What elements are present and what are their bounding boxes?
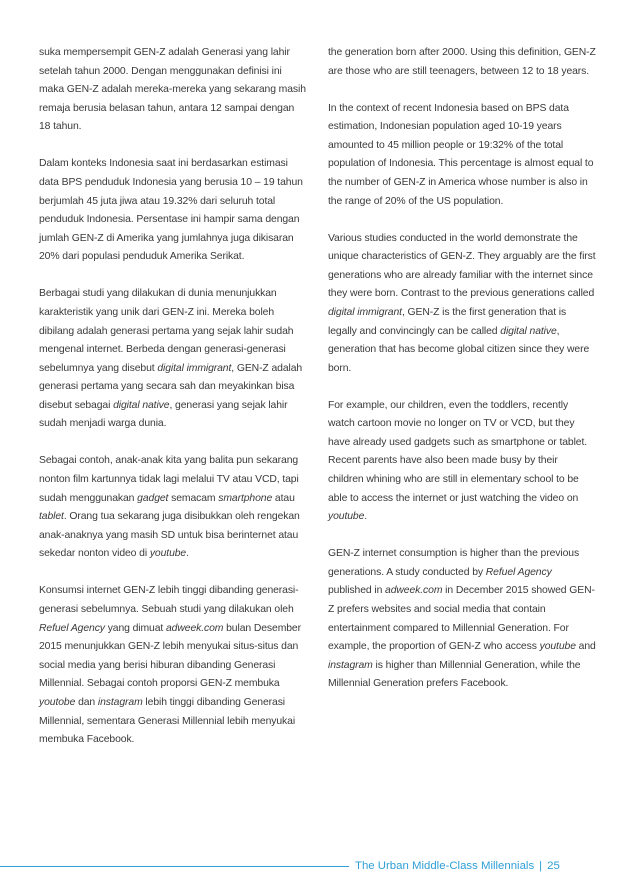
text-run: is higher than Millennial Generation, while the Millennial Generation prefers Facebook.: [328, 659, 581, 690]
text-run: Berbagai studi yang dilakukan di dunia menunjukkan karakteristik yang unik dari GEN-Z ini. Mereka boleh dibilang adalah generasi pertama yang sejak lahir sudah mengenal internet. Berbeda dengan generasi-generasi sebelumnya yang disebut: [39, 288, 294, 374]
italic-term: Refuel Agency: [485, 566, 552, 578]
italic-term: gadget: [137, 492, 169, 504]
text-run: suka mempersempit GEN-Z adalah Generasi yang lahir setelah tahun 2000. Dengan menggunakan definisi ini maka GEN-Z adalah mereka-mereka yang sekarang masih remaja berusia belasan tahun, antara 12 sampai dengan 18 tahun.: [39, 47, 306, 133]
text-run: in December 2015 showed GEN-Z prefers websites and social media that contain entertainment compared to Millennial Generation. For example, the proportion of GEN-Z who access: [328, 585, 595, 653]
text-run: and: [575, 641, 596, 653]
text-run: Sebagai contoh, anak-anak kita yang balita pun sekarang nonton film kartunnya tidak lagi melalui TV atau VCD, tapi sudah menggunakan: [39, 455, 299, 504]
italic-term: youtube: [539, 641, 576, 653]
indonesian-paragraph: [39, 44, 307, 137]
english-text-column: [328, 44, 596, 712]
text-run: published in: [328, 585, 386, 597]
footer-separator: |: [539, 860, 543, 872]
italic-term: tablet: [39, 511, 64, 523]
text-run: bulan Desember 2015 menunjukkan GEN-Z lebih menyukai situs-situs dan social media yang berisi hiburan dibanding Generasi Millennial. Sebagai contoh proporsi GEN-Z membuka: [39, 622, 301, 690]
italic-term: adweek.com: [385, 585, 443, 597]
italic-term: youtube: [328, 511, 365, 523]
indonesian-paragraph: [39, 285, 307, 434]
text-run: Various studies conducted in the world demonstrate the unique characteristics of GEN-Z. They arguably are the first generations who are already familiar with the internet since they were born. Contrast to the previous generations called: [328, 232, 596, 300]
italic-term: adweek.com: [166, 622, 224, 634]
italic-term: digital native: [500, 325, 557, 337]
italic-term: digital immigrant: [328, 306, 402, 318]
text-run: , GEN-Z is the first generation that is legally and convincingly can be called: [328, 306, 567, 337]
indonesian-paragraph: [39, 155, 307, 267]
text-run: .: [186, 548, 189, 560]
text-run: .: [364, 511, 368, 523]
text-run: . Orang tua sekarang juga disibukkan oleh rengekan anak-anaknya yang masih SD untuk bisa berinternet atau sekedar nonton video di: [39, 511, 300, 560]
text-run: Konsumsi internet GEN-Z lebih tinggi dibanding generasi-generasi sebelumnya. Sebuah studi yang dilakukan oleh: [39, 585, 299, 615]
english-paragraph: [328, 100, 596, 212]
italic-term: youtube: [149, 548, 187, 560]
english-paragraph: [328, 230, 596, 379]
italic-term: smartphone: [218, 492, 273, 504]
english-paragraph: [328, 545, 596, 694]
text-run: GEN-Z internet consumption is higher than the previous generations. A study conducted by: [328, 548, 580, 578]
indonesian-text-column: [39, 44, 307, 768]
text-run: , generasi yang sejak lahir sudah menjadi warga dunia.: [39, 399, 288, 430]
text-run: For example, our children, even the toddlers, recently watch cartoon movie no longer on TV or VCD, but they have already used gadgets such as smartphone or tablet. Recent parents have also been made busy by their children whining who are still in elementary school to be able to access the internet or just watching the video on: [328, 399, 588, 504]
page-footer: [355, 858, 560, 874]
text-run: , GEN-Z adalah generasi pertama yang secara sah dan meyakinkan bisa disebut sebagai: [39, 362, 303, 411]
text-run: atau: [272, 492, 295, 504]
text-run: the generation born after 2000. Using this definition, GEN-Z are those who are still teenagers, between 12 to 18 years.: [328, 47, 596, 77]
text-run: semacam: [168, 492, 219, 504]
indonesian-paragraph: [39, 582, 307, 749]
english-paragraph: [328, 397, 596, 527]
indonesian-paragraph: [39, 452, 307, 564]
italic-term: digital immigrant: [157, 362, 232, 374]
italic-term: Refuel Agency: [39, 622, 105, 634]
english-paragraph: [328, 44, 596, 81]
italic-term: instagram: [328, 659, 373, 671]
text-run: , generation that has become global citizen since they were born.: [328, 325, 590, 374]
italic-term: youtobe: [39, 696, 76, 708]
footer-title: The Urban Middle-Class Millennials: [355, 860, 535, 872]
text-run: Dalam konteks Indonesia saat ini berdasarkan estimasi data BPS penduduk Indonesia yang berusia 10 – 19 tahun berjumlah 45 juta jiwa atau 19.32% dari seluruh total penduduk Indonesia. Persentase ini hampir sama dengan jumlah GEN-Z di Amerika yang jumlahnya juga dikisaran 20% dari populasi penduduk Amerika Serikat.: [39, 158, 303, 263]
text-run: lebih tinggi dibanding Generasi Millennial, sementara Generasi Millennial lebih menyukai membuka Facebook.: [39, 696, 296, 746]
text-run: In the context of recent Indonesia based on BPS data estimation, Indonesian population aged 10-19 years amounted to 45 million people or 19:32% of the total population of Indonesia. This percentage is almost equal to the number of GEN-Z in America whose number is also in the range of 20% of the US population.: [328, 102, 594, 207]
italic-term: digital native: [113, 399, 170, 411]
text-run: yang dimuat: [104, 622, 166, 634]
footer-rule: [0, 866, 349, 867]
page-number: 25: [547, 860, 560, 872]
italic-term: instagram: [97, 696, 143, 708]
text-run: dan: [75, 696, 98, 708]
